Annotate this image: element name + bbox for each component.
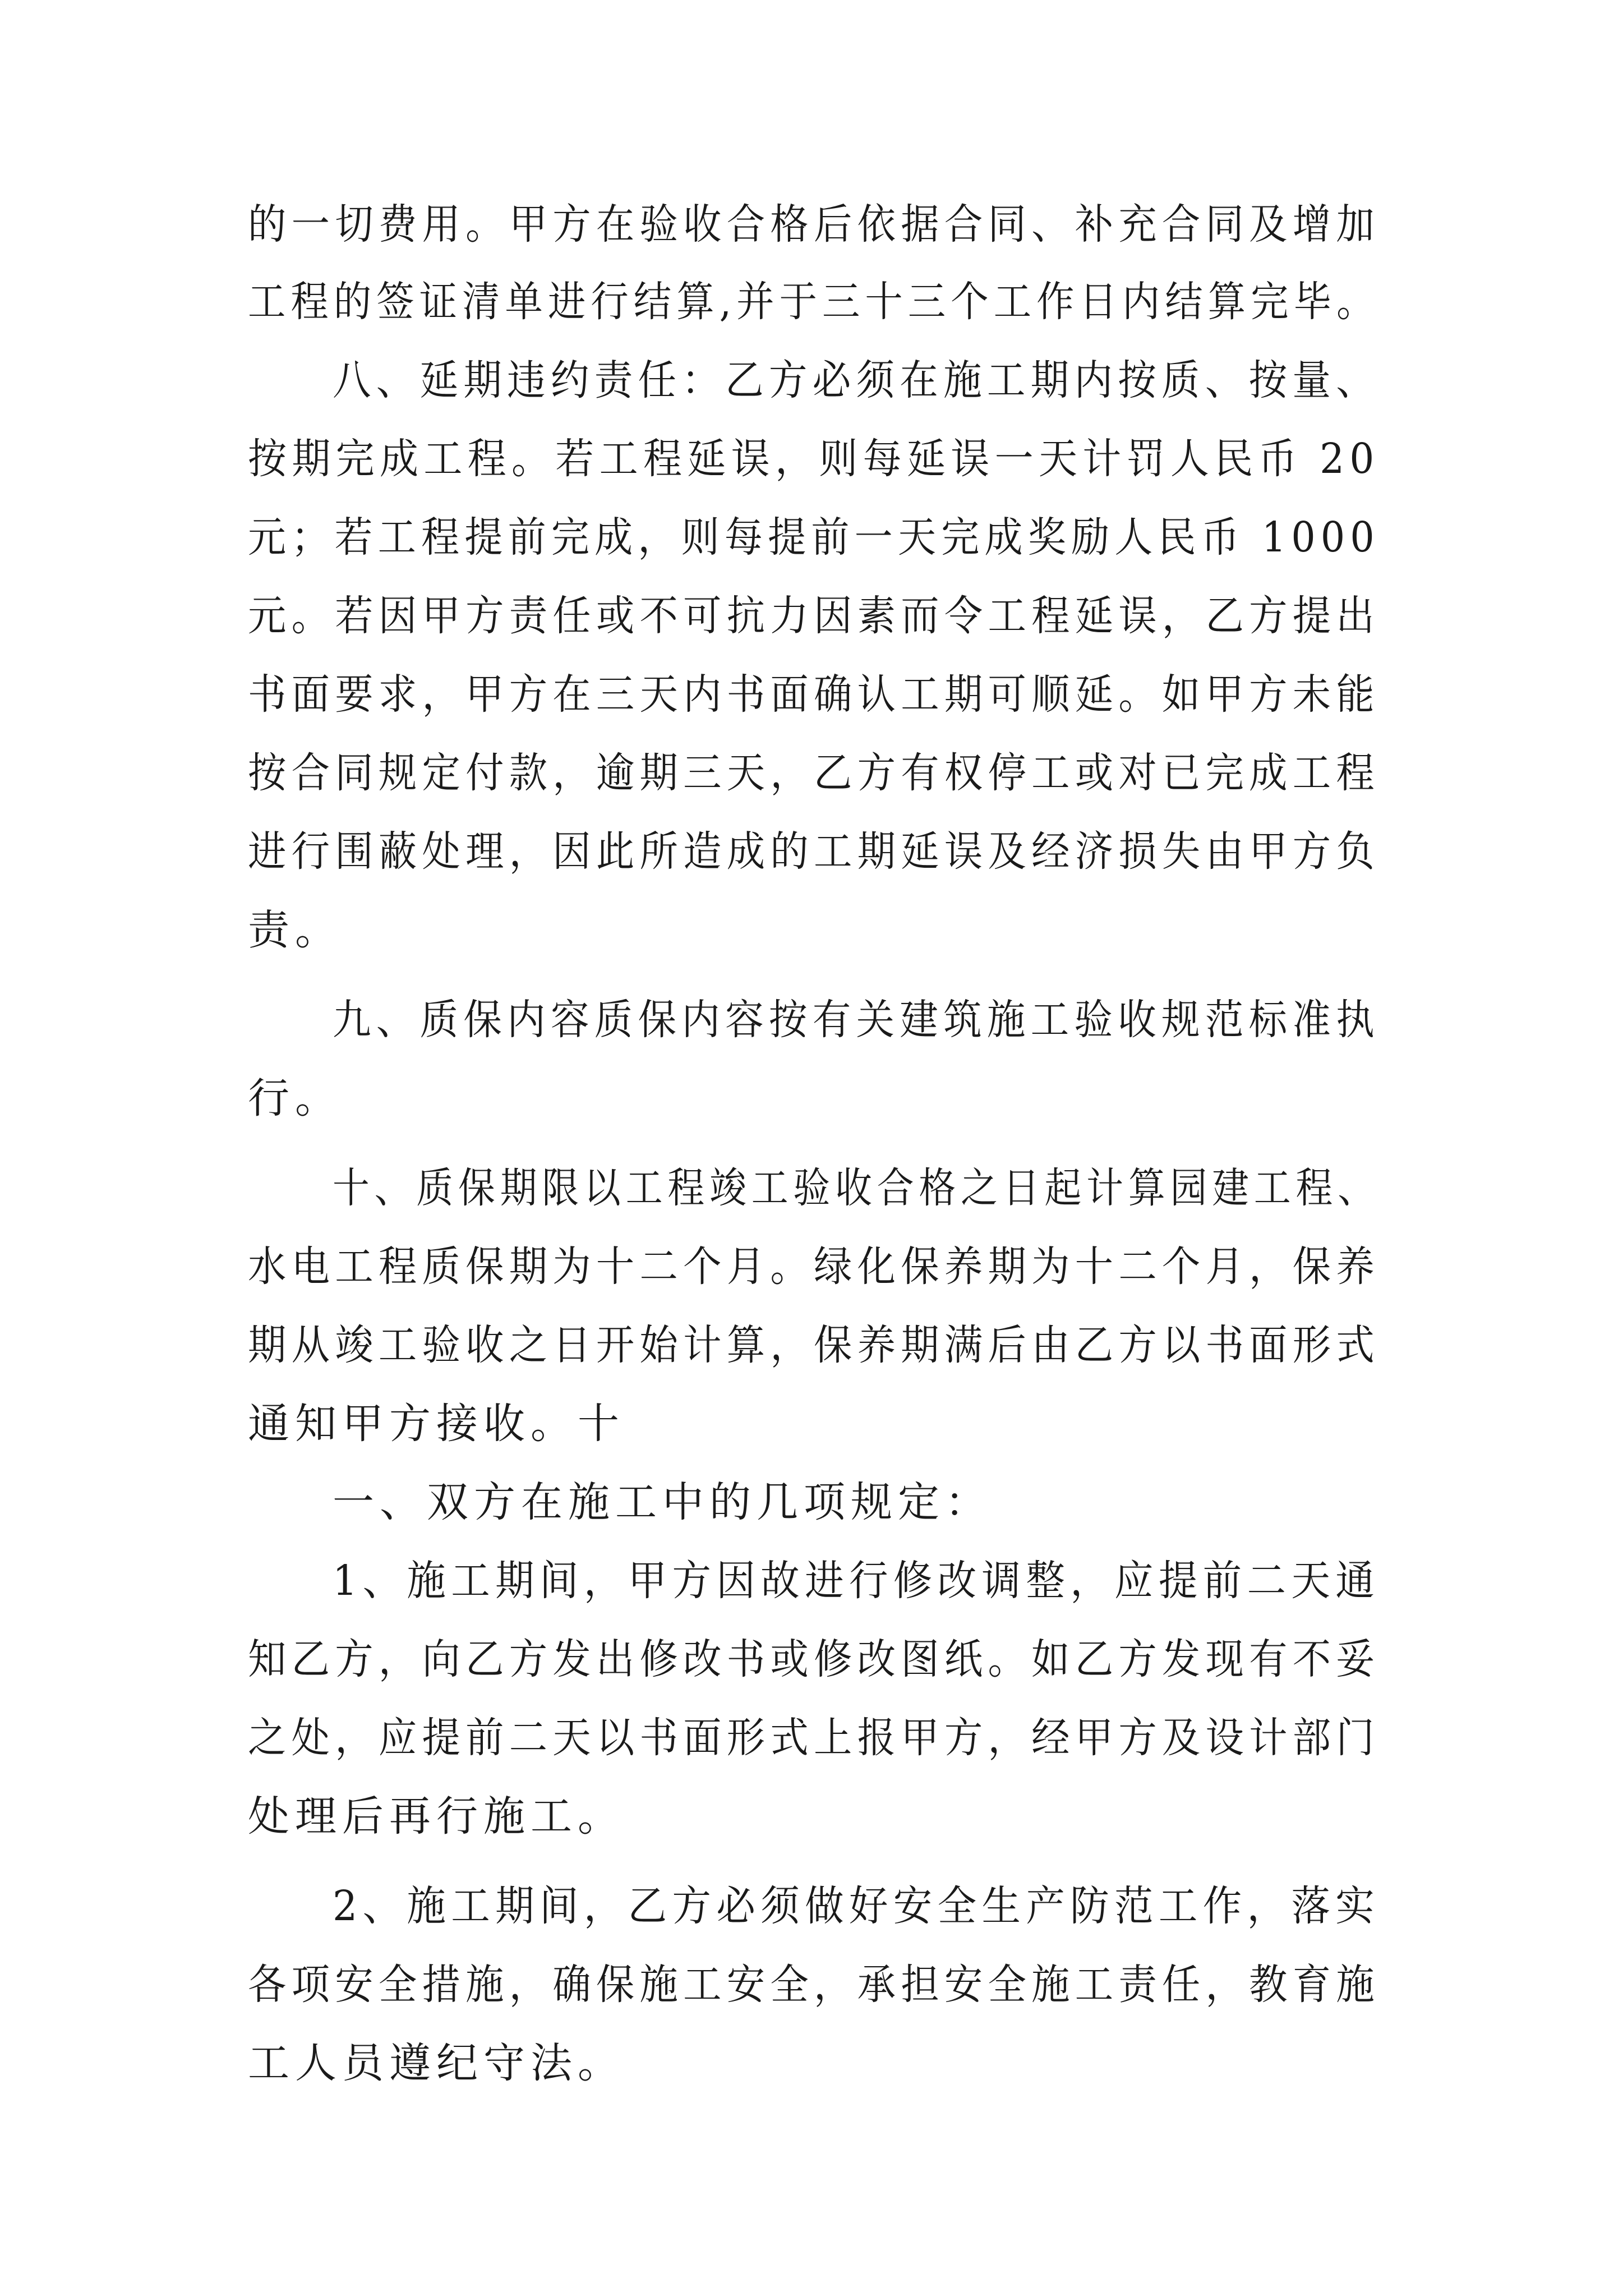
text-line-3: 八、延期违约责任：乙方必须在施工期内按质、按量、 — [333, 356, 1380, 404]
text-line-1: 的一切费用。甲方在验收合格后依据合同、补充合同及增加 — [248, 200, 1380, 249]
text-line-16: 通知甲方接收。十 — [248, 1400, 625, 1448]
text-line-5: 元；若工程提前完成，则每提前一天完成奖励人民币 1000 — [248, 513, 1380, 562]
text-line-15: 期从竣工验收之日开始计算，保养期满后由乙方以书面形式 — [248, 1321, 1380, 1369]
text-line-17: 一、双方在施工中的几项规定： — [333, 1478, 992, 1526]
text-line-8: 按合同规定付款，逾期三天，乙方有权停工或对已完成工程 — [248, 749, 1380, 797]
text-line-19: 知乙方，向乙方发出修改书或修改图纸。如乙方发现有不妥 — [248, 1635, 1380, 1683]
text-line-21: 处理后再行施工。 — [248, 1792, 625, 1841]
text-line-24: 工人员遵纪守法。 — [248, 2039, 625, 2087]
text-line-13: 十、质保期限以工程竣工验收合格之日起计算园建工程、 — [333, 1164, 1380, 1212]
text-line-23: 各项安全措施，确保施工安全，承担安全施工责任，教育施 — [248, 1961, 1380, 2009]
text-line-10: 责。 — [248, 906, 342, 954]
text-line-4: 按期完成工程。若工程延误，则每延误一天计罚人民币 20 — [248, 435, 1380, 483]
text-line-18: 1、施工期间，甲方因故进行修改调整，应提前二天通 — [333, 1557, 1380, 1605]
text-line-22: 2、施工期间，乙方必须做好安全生产防范工作，落实 — [333, 1882, 1380, 1930]
text-line-9: 进行围蔽处理，因此所造成的工期延误及经济损失由甲方负 — [248, 827, 1380, 876]
text-line-2: 工程的签证清单进行结算,并于三十三个工作日内结算完毕。 — [248, 278, 1380, 326]
text-line-11: 九、质保内容质保内容按有关建筑施工验收规范标准执 — [333, 996, 1380, 1044]
text-line-7: 书面要求，甲方在三天内书面确认工期可顺延。如甲方未能 — [248, 670, 1380, 719]
text-line-20: 之处，应提前二天以书面形式上报甲方，经甲方及设计部门 — [248, 1714, 1380, 1762]
text-line-14: 水电工程质保期为十二个月。绿化保养期为十二个月，保养 — [248, 1243, 1380, 1291]
text-line-6: 元。若因甲方责任或不可抗力因素而令工程延误，乙方提出 — [248, 592, 1380, 640]
text-line-12: 行。 — [248, 1074, 342, 1122]
